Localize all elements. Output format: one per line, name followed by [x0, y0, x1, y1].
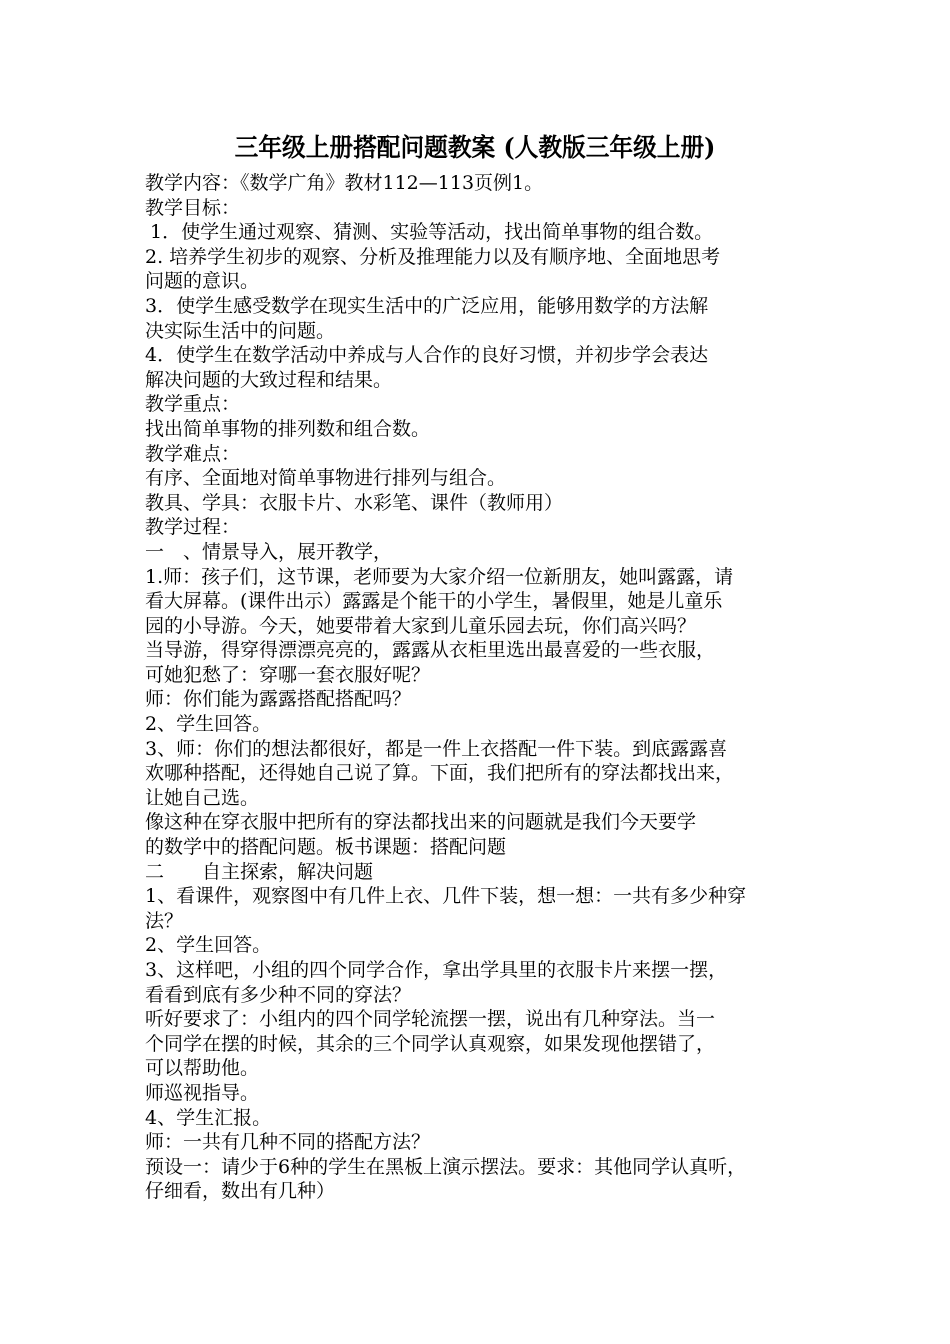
text-line: 1、看课件，观察图中有几件上衣、几件下装，想一想：一共有多少种穿	[145, 885, 747, 908]
text-line: 找出简单事物的排列数和组合数。	[145, 417, 431, 440]
document-body	[145, 171, 817, 1204]
text-line: 2、学生回答。	[145, 934, 272, 957]
text-line: 可以帮助他。	[145, 1057, 260, 1080]
text-line: 个同学在摆的时候，其余的三个同学认真观察，如果发现他摆错了，	[145, 1032, 716, 1055]
text-line: 决实际生活中的问题。	[145, 319, 336, 342]
text-line: 欢哪种搭配，还得她自己说了算。下面，我们把所有的穿法都找出来，	[145, 762, 735, 785]
text-line: 师：一共有几种不同的搭配方法？	[145, 1131, 431, 1154]
text-line: 4、学生汇报。	[145, 1106, 272, 1129]
text-line: 看看到底有多少种不同的穿法？	[145, 983, 412, 1006]
text-line: 看大屏幕。(课件出示）露露是个能干的小学生，暑假里，她是儿童乐	[145, 590, 723, 613]
text-line: 教学目标：	[145, 196, 241, 219]
text-line: 让她自己选。	[145, 786, 260, 809]
text-line: 教学重点：	[145, 393, 241, 416]
text-line: 教学内容：《数学广角》教材112—113页例1。	[145, 172, 544, 194]
text-line: 有序、全面地对简单事物进行排列与组合。	[145, 467, 507, 490]
text-line: 预设一：请少于6种的学生在黑板上演示摆法。要求：其他同学认真听，	[145, 1155, 747, 1178]
document-title: 三年级上册搭配问题教案 (人教版三年级上册)	[234, 133, 716, 162]
text-line: 当导游，得穿得漂漂亮亮的，露露从衣柜里选出最喜爱的一些衣服，	[145, 639, 716, 662]
text-line: 二 自主探索，解决问题	[145, 860, 374, 883]
text-line: 2、学生回答。	[145, 713, 272, 736]
text-line: 问题的意识。	[145, 270, 260, 293]
text-line: 2. 培养学生初步的观察、分析及推理能力以及有顺序地、全面地思考	[145, 245, 721, 268]
text-line: 3、师：你们的想法都很好，都是一件上衣搭配一件下装。到底露露喜	[145, 737, 728, 760]
text-line: 听好要求了：小组内的四个同学轮流摆一摆，说出有几种穿法。当一	[145, 1008, 716, 1031]
text-line: 园的小导游。今天，她要带着大家到儿童乐园去玩，你们高兴吗？	[145, 614, 697, 637]
text-line: 像这种在穿衣服中把所有的穿法都找出来的问题就是我们今天要学	[145, 811, 697, 834]
text-line: 仔细看，数出有几种）	[145, 1180, 336, 1203]
text-line: 师：你们能为露露搭配搭配吗？	[145, 688, 412, 711]
text-line: 师巡视指导。	[145, 1081, 260, 1104]
text-line: 的数学中的搭配问题。板书课题：搭配问题	[145, 836, 507, 859]
text-line: 法？	[145, 909, 184, 932]
text-line: 解决问题的大致过程和结果。	[145, 368, 393, 391]
text-line: 1.师：孩子们，这节课，老师要为大家介绍一位新朋友，她叫露露，请	[145, 565, 734, 588]
text-line: 4．使学生在数学活动中养成与人合作的良好习惯，并初步学会表达	[145, 344, 709, 367]
text-line: 3．使学生感受数学在现实生活中的广泛应用，能够用数学的方法解	[145, 294, 709, 317]
text-line: 教学难点：	[145, 442, 241, 465]
text-line: 教学过程：	[145, 516, 241, 539]
text-line: 教具、学具：衣服卡片、水彩笔、课件（教师用）	[145, 491, 564, 514]
text-line: 一 、情景导入，展开教学，	[145, 540, 393, 563]
text-line: 3、这样吧，小组的四个同学合作，拿出学具里的衣服卡片来摆一摆，	[145, 959, 728, 981]
text-line: 1．使学生通过观察、猜测、实验等活动，找出简单事物的组合数。	[150, 221, 714, 244]
text-line: 可她犯愁了：穿哪一套衣服好呢？	[145, 663, 431, 686]
